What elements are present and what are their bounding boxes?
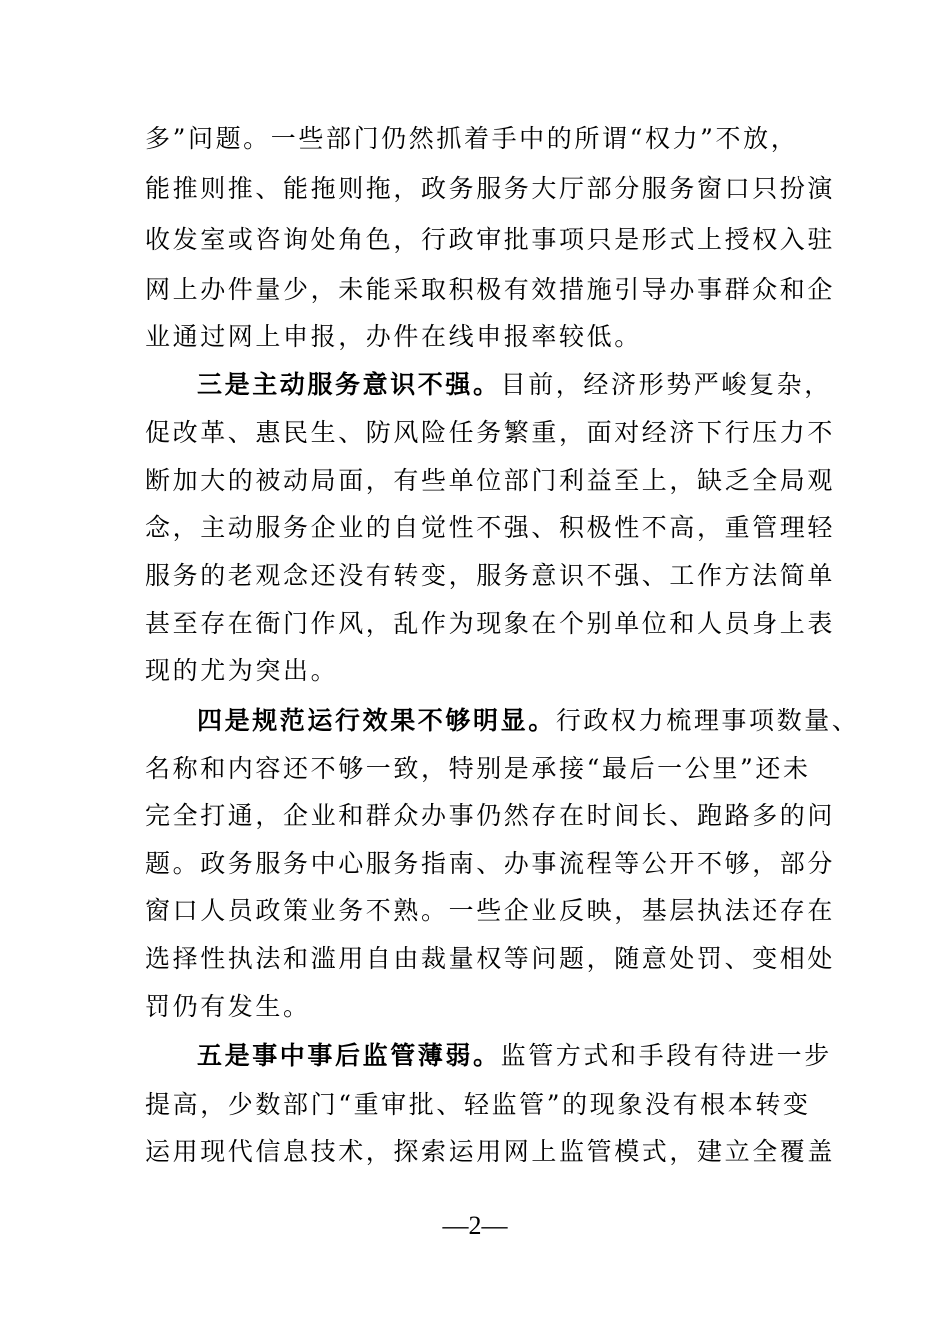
text-line: 网上办件量少，未能采取积极有效措施引导办事群众和企 — [145, 275, 836, 304]
text-line: 名称和内容还不够一致，特别是承接“最后一公里”还未 — [145, 754, 811, 783]
paragraph-heading: 三是主动服务意识不强。 — [197, 370, 501, 399]
text-line: 选择性执法和滥用自由裁量权等问题，随意处罚、变相处 — [145, 944, 836, 973]
text-line: 断加大的被动局面，有些单位部门利益至上，缺乏全局观 — [145, 466, 836, 495]
paragraph-five-first-line: 五是事中事后监管薄弱。监管方式和手段有待进一步 — [197, 1041, 832, 1070]
paragraph-heading: 四是规范运行效果不够明显。 — [197, 706, 556, 735]
text-line: 罚仍有发生。 — [145, 992, 311, 1021]
text-line: 收发室或咨询处角色，行政审批事项只是形式上授权入驻 — [145, 225, 836, 254]
page-number: —2— — [442, 1211, 508, 1240]
text-line: 多”问题。一些部门仍然抓着手中的所谓“权力”不放， — [145, 124, 799, 153]
text-line: 提高，少数部门“重审批、轻监管”的现象没有根本转变 — [145, 1090, 811, 1119]
text-line: 运用现代信息技术，探索运用网上监管模式，建立全覆盖 — [145, 1137, 836, 1166]
text-line: 业通过网上申报，办件在线申报率较低。 — [145, 322, 642, 351]
text-line: 现的尤为突出。 — [145, 656, 339, 685]
text-line: 甚至存在衙门作风，乱作为现象在个别单位和人员身上表 — [145, 609, 836, 638]
text-line: 念，主动服务企业的自觉性不强、积极性不高，重管理轻 — [145, 513, 836, 542]
text-line: 窗口人员政策业务不熟。一些企业反映，基层执法还存在 — [145, 896, 836, 925]
text-line: 能推则推、能拖则拖，政务服务大厅部分服务窗口只扮演 — [145, 174, 836, 203]
text-line: 服务的老观念还没有转变，服务意识不强、工作方法简单 — [145, 561, 836, 590]
text-line: 完全打通，企业和群众办事仍然存在时间长、跑路多的问 — [145, 801, 836, 830]
text-line: 题。政务服务中心服务指南、办事流程等公开不够，部分 — [145, 849, 836, 878]
paragraph-three-first-line: 三是主动服务意识不强。目前，经济形势严峻复杂， — [197, 370, 832, 399]
text-line: 促改革、惠民生、防风险任务繁重，面对经济下行压力不 — [145, 418, 836, 447]
paragraph-four-first-line: 四是规范运行效果不够明显。行政权力梳理事项数量、 — [197, 706, 860, 735]
paragraph-heading: 五是事中事后监管薄弱。 — [197, 1041, 501, 1070]
